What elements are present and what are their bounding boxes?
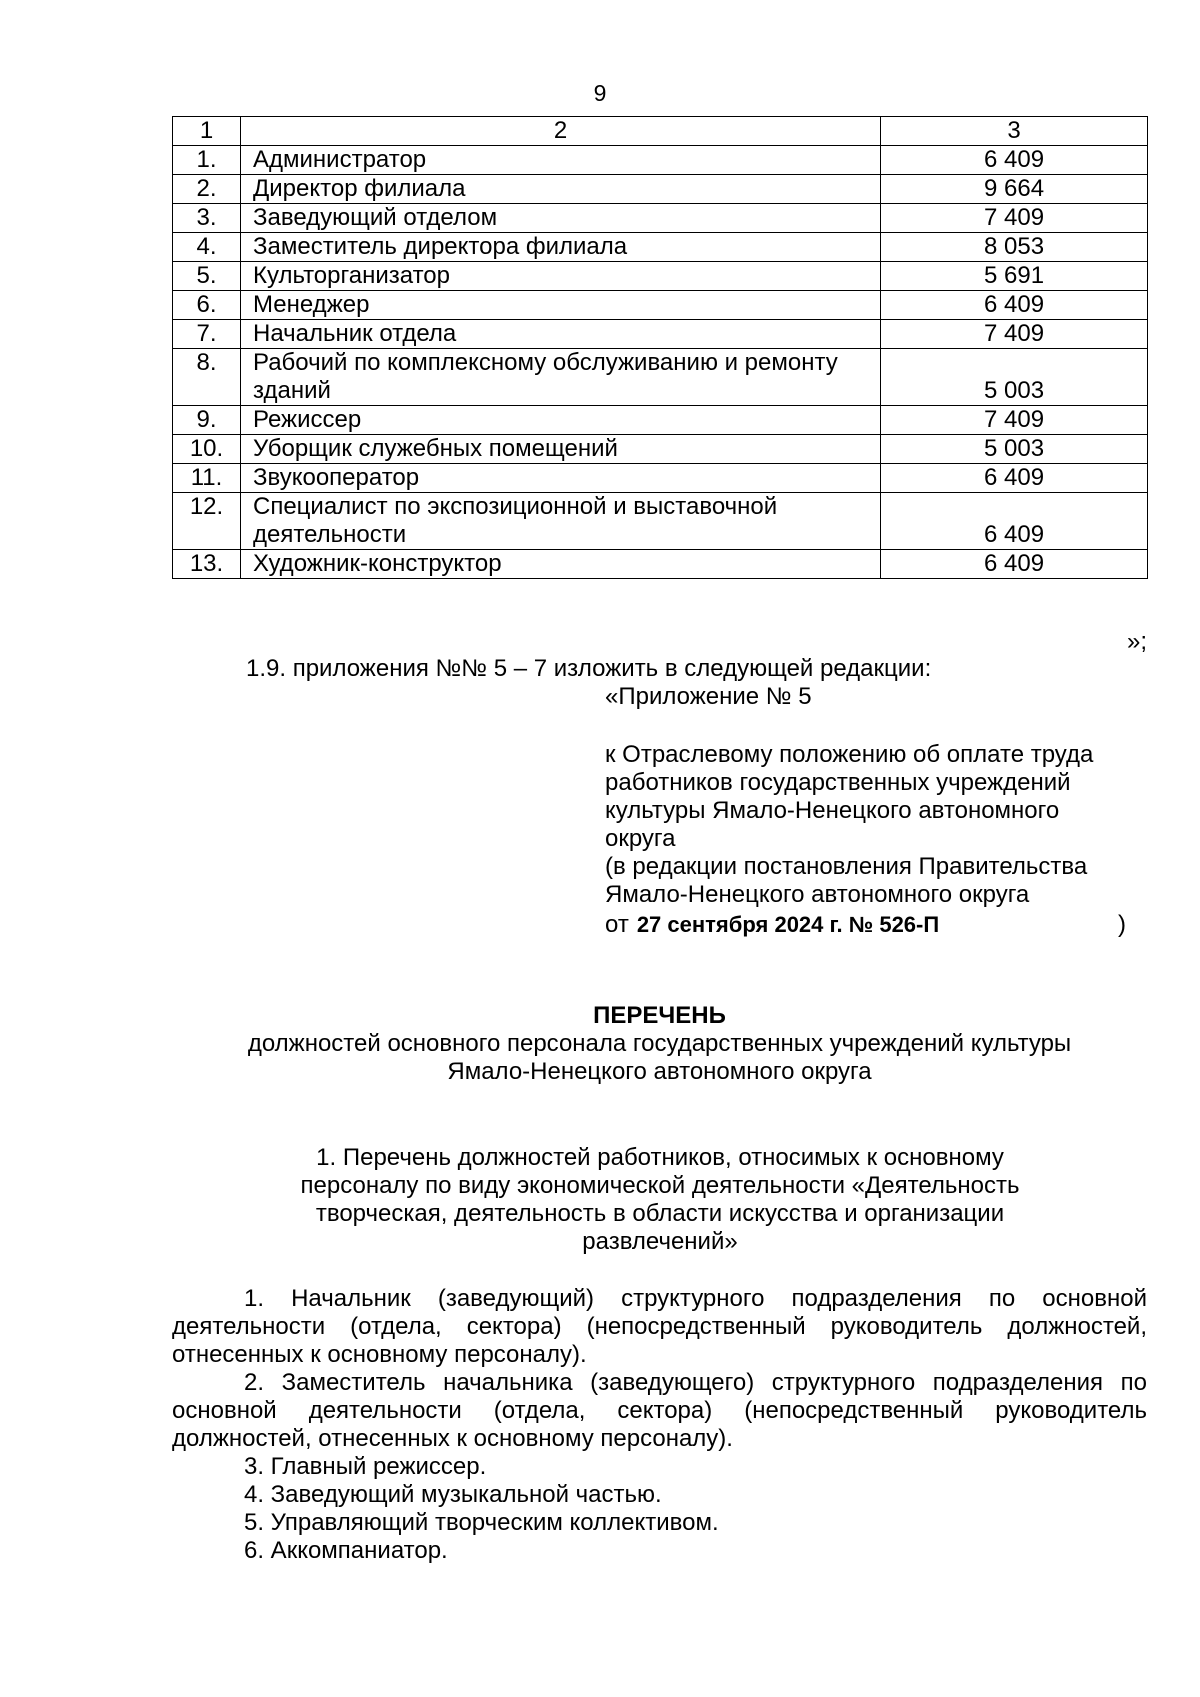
list-heading: ПЕРЕЧЕНЬ xyxy=(593,1002,726,1029)
row-number-cell: 9. xyxy=(173,406,241,435)
row-number-cell: 1. xyxy=(173,146,241,175)
value-cell: 6 409 xyxy=(881,291,1148,320)
row-number-cell: 4. xyxy=(173,233,241,262)
position-name-cell: Заместитель директора филиала xyxy=(241,233,881,262)
position-name-cell: Менеджер xyxy=(241,291,881,320)
table-row xyxy=(173,349,1148,406)
annex-line: культуры Ямало-Ненецкого автономного xyxy=(605,797,1060,824)
section-1-title xyxy=(250,1144,1070,1256)
position-name-cell: Художник-конструктор xyxy=(241,550,881,579)
row-number-cell: 5. xyxy=(173,262,241,291)
row-number-cell: 11. xyxy=(173,464,241,493)
annex-line: округа xyxy=(605,825,676,852)
position-name-cell: Заведующий отделом xyxy=(241,204,881,233)
table-row xyxy=(173,435,1148,464)
annex-date-suffix: ) xyxy=(1118,911,1126,938)
section-title-line: развлечений» xyxy=(582,1228,738,1255)
annex-date-prefix: от xyxy=(605,911,629,938)
annex-line: (в редакции постановления Правительства xyxy=(605,853,1088,880)
value-cell: 5 691 xyxy=(881,262,1148,291)
amendment-intro: 1.9. приложения №№ 5 – 7 изложить в следующей редакции: xyxy=(246,655,932,682)
row-number-cell: 10. xyxy=(173,435,241,464)
value-cell: 9 664 xyxy=(881,175,1148,204)
table-row xyxy=(173,550,1148,579)
value-cell: 7 409 xyxy=(881,320,1148,349)
list-item: 4. Заведующий музыкальной частью. xyxy=(244,1481,662,1508)
table-row xyxy=(173,262,1148,291)
list-item: 5. Управляющий творческим коллективом. xyxy=(244,1509,719,1536)
position-name-cell: Режиссер xyxy=(241,406,881,435)
annex-line: Ямало-Ненецкого автономного округа xyxy=(605,881,1030,908)
row-number-cell: 13. xyxy=(173,550,241,579)
row-number-cell: 8. xyxy=(173,349,241,406)
row-number-cell: 12. xyxy=(173,493,241,550)
section-title-line: 1. Перечень должностей работников, относимых к основному xyxy=(316,1144,1004,1171)
table-row xyxy=(173,204,1148,233)
value-cell: 8 053 xyxy=(881,233,1148,262)
table-row xyxy=(173,146,1148,175)
row-number-cell: 6. xyxy=(173,291,241,320)
value-cell: 6 409 xyxy=(881,146,1148,175)
position-name-cell: Специалист по экспозиционной и выставочной деятельности xyxy=(241,493,881,550)
positions-table xyxy=(172,116,1148,579)
table-header-cell: 1 xyxy=(173,117,241,146)
closing-quote: »; xyxy=(1127,628,1148,655)
table-row xyxy=(173,493,1148,550)
list-item: 6. Аккомпаниатор. xyxy=(244,1537,448,1564)
value-cell: 5 003 xyxy=(881,435,1148,464)
list-item: 1. Начальник (заведующий) структурного подразделения по основной деятельности (отдела, сектора) (непосредственный руководитель должностей, отнесенных к основному персоналу). xyxy=(172,1285,1147,1368)
value-cell: 6 409 xyxy=(881,464,1148,493)
table-row xyxy=(173,464,1148,493)
table-row xyxy=(173,320,1148,349)
list-item: 3. Главный режиссер. xyxy=(244,1453,487,1480)
annex-date-line xyxy=(605,911,1126,939)
row-number-cell: 2. xyxy=(173,175,241,204)
table-header-cell: 3 xyxy=(881,117,1148,146)
table-header-row xyxy=(173,117,1148,146)
position-name-cell: Администратор xyxy=(241,146,881,175)
position-name-cell: Начальник отдела xyxy=(241,320,881,349)
table-row xyxy=(173,175,1148,204)
list-subheading xyxy=(172,1030,1147,1086)
position-name-cell: Рабочий по комплексному обслуживанию и ремонту зданий xyxy=(241,349,881,406)
table-row xyxy=(173,291,1148,320)
table-row xyxy=(173,406,1148,435)
table-row xyxy=(173,233,1148,262)
list-item: 2. Заместитель начальника (заведующего) структурного подразделения по основной деятельности (отдела, сектора) (непосредственный руководитель должностей, отнесенных к основному персоналу). xyxy=(172,1369,1147,1452)
position-name-cell: Уборщик служебных помещений xyxy=(241,435,881,464)
subheading-line: Ямало-Ненецкого автономного округа xyxy=(447,1058,872,1085)
value-cell: 6 409 xyxy=(881,493,1148,550)
value-cell: 7 409 xyxy=(881,406,1148,435)
annex-line: к Отраслевому положению об оплате труда xyxy=(605,741,1094,768)
value-cell: 7 409 xyxy=(881,204,1148,233)
annex-date-value: 27 сентября 2024 г. № 526-П xyxy=(636,912,940,937)
value-cell: 5 003 xyxy=(881,349,1148,406)
annex-title: «Приложение № 5 xyxy=(605,683,812,710)
section-title-line: творческая, деятельность в области искусства и организации xyxy=(315,1200,1005,1227)
position-name-cell: Культорганизатор xyxy=(241,262,881,291)
annex-line: работников государственных учреждений xyxy=(605,769,1071,796)
row-number-cell: 3. xyxy=(173,204,241,233)
value-cell: 6 409 xyxy=(881,550,1148,579)
position-name-cell: Директор филиала xyxy=(241,175,881,204)
annex-reference xyxy=(605,741,1165,909)
subheading-line: должностей основного персонала государственных учреждений культуры xyxy=(247,1030,1072,1057)
row-number-cell: 7. xyxy=(173,320,241,349)
table-header-cell: 2 xyxy=(241,117,881,146)
position-list xyxy=(172,1285,1147,1565)
section-title-line: персоналу по виду экономической деятельности «Деятельность xyxy=(300,1172,1020,1199)
page-number: 9 xyxy=(593,80,607,106)
position-name-cell: Звукооператор xyxy=(241,464,881,493)
